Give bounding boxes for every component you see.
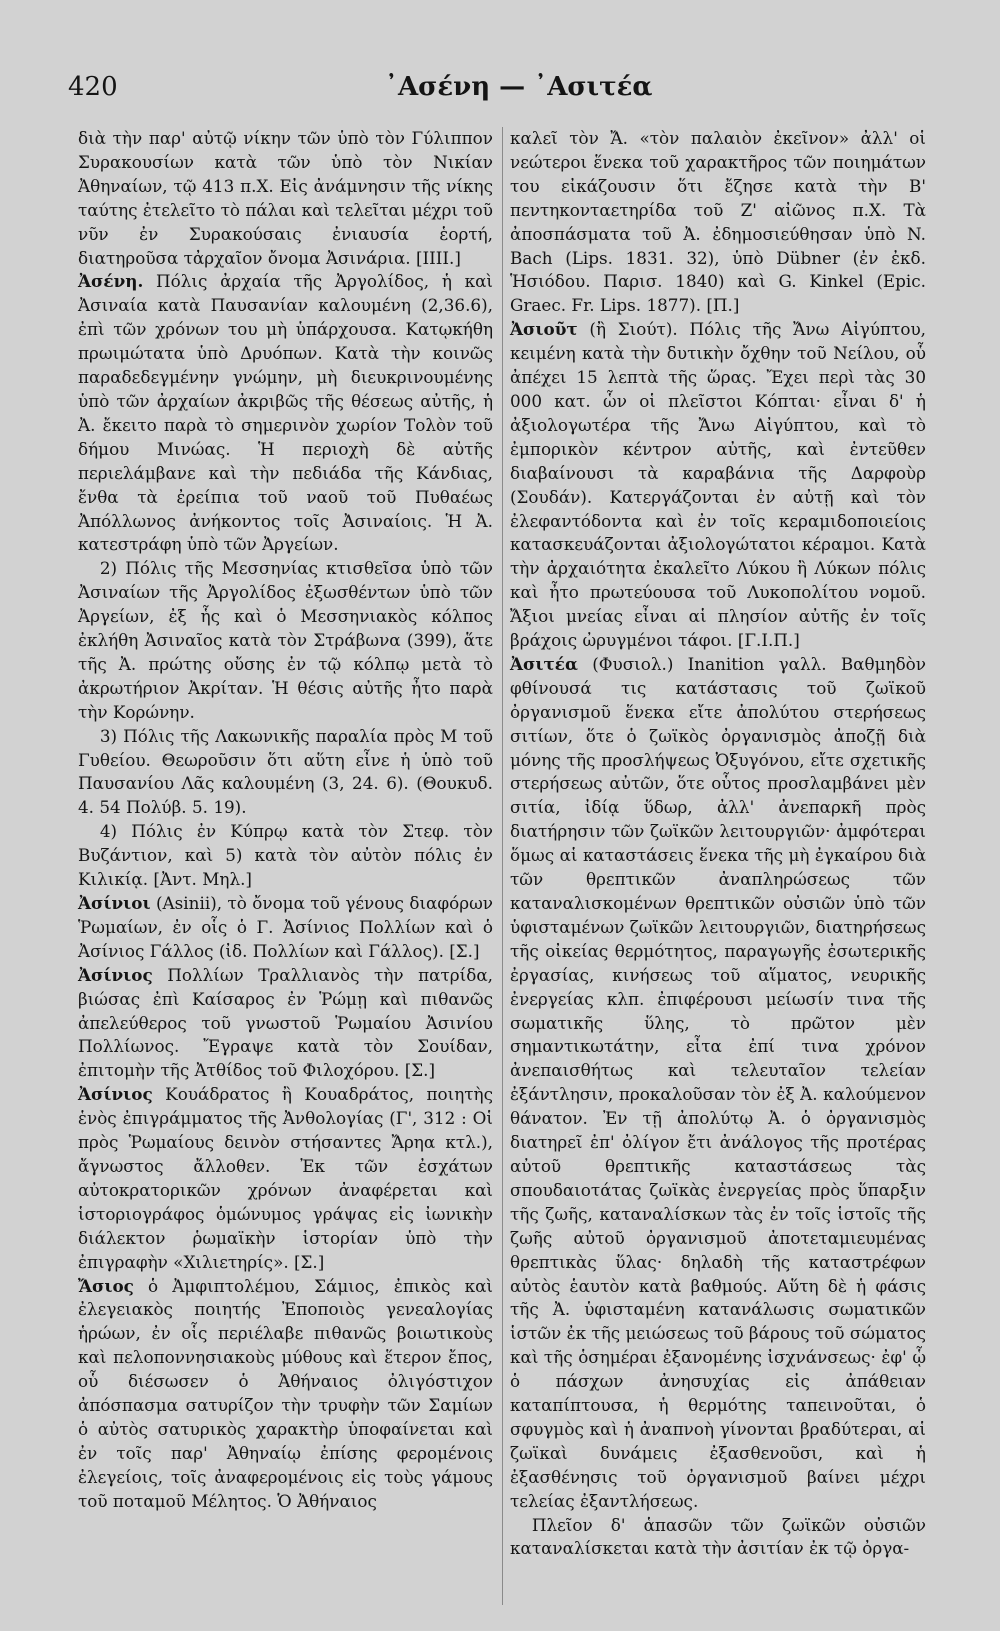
column-divider <box>502 127 503 1605</box>
left-column <box>78 127 493 1514</box>
entry-headword: Ἄσιος <box>78 1275 134 1296</box>
entry-paragraph: Ἀσιοῦτ (ἢ Σιούτ). Πόλις τῆς Ἄνω Αἰγύπτου, κειμένη κατὰ τὴν δυτικὴν ὄχθην τοῦ Νείλου, οὗ ἀπέχει 15 λεπτὰ τῆς ὥρας. Ἔχει περὶ τὰς 30 000 κατ. ὧν οἱ πλεῖστοι Κόπται· εἶναι δ' ἡ ἀξιολογωτέρα τῆς Ἄνω Αἰγύπτου, καὶ τὸ ἐμπορικὸν κέντρον αὐτῆς, καὶ ἐντεῦθεν διαβαίνουσι τὰ καραβάνια τῆς Δαρφοὺρ (Σουδάν). Κατεργάζονται ἐν αὐτῇ καὶ τὸν ἐλεφαντόδοντα καὶ ἐν τοῖς κεραμιδοποιείοις κατασκευάζονται ἀξιολογώτατοι κέραμοι. Κατὰ τὴν ἀρχαιότητα ἐκαλεῖτο Λύκου ἢ Λύκων πόλις καὶ ἦτο πρωτεύουσα τοῦ Λυκοπολίτου νομοῦ. Ἄξιοι μνείας εἶναι αἱ πλησίον αὐτῆς ἐν τοῖς βράχοις ὠρυγμένοι τάφοι. [Γ.Ι.Π.] <box>510 319 926 651</box>
entry-headword: Ἀσίνιος <box>78 1084 153 1105</box>
entry-headword: Ἀσιτέα <box>510 653 578 674</box>
entry-paragraph: Ἀσίνιος Πολλίων Τραλλιανὸς τὴν πατρίδα, βιώσας ἐπὶ Καίσαρος ἐν Ῥώμῃ καὶ πιθανῶς ἀπελεύθερος τοῦ γνωστοῦ Ῥωμαίου Ἀσινίου Πολλίωνος. Ἔγραψε κατὰ τὸν Σουίδαν, ἐπιτομὴν τῆς Ἀτθίδος τοῦ Φιλοχόρου. [Σ.] <box>78 964 493 1081</box>
page-header <box>0 72 1000 112</box>
entry-headword: Ἀσίνιος <box>78 964 153 985</box>
entry-paragraph: 3) Πόλις τῆς Λακωνικῆς παραλία πρὸς Μ τοῦ Γυθείου. Θεωροῦσιν ὅτι αὕτη εἶνε ἡ ὑπὸ τοῦ Παυσανίου Λᾶς καλουμένη (3, 24. 6). (Θουκυδ. 4. 54 Πολύβ. 5. 19). <box>78 725 493 818</box>
entry-headword: Ἀσιοῦτ <box>510 319 578 340</box>
entry-paragraph: διὰ τὴν παρ' αὐτῷ νίκην τῶν ὑπὸ τὸν Γύλιππον Συρακουσίων κατὰ τῶν ὑπὸ τὸν Νικίαν Ἀθηναίων, τῷ 413 π.Χ. Εἰς ἀνάμνησιν τῆς νίκης ταύτης ἐτελεῖτο τὸ πάλαι καὶ τελεῖται μέχρι τοῦ νῦν ἐν Συρακούσαις ἐνιαυσία ἑορτή, διατηροῦσα τἀρχαῖον ὄνομα Ἀσινάρια. [ΙΙΙΙ.] <box>78 128 493 268</box>
entry-headword: Ἀσένη. <box>78 271 144 292</box>
entry-paragraph: Ἀσίνιος Κουάδρατος ἢ Κουαδράτος, ποιητὴς ἑνὸς ἐπιγράμματος τῆς Ἀνθολογίας (Γ', 312 : Οἱ πρὸς Ῥωμαίους δεινὸν στήσαντες Ἄρηα κτλ.), ἄγνωστος ἄλλοθεν. Ἐκ τῶν ἐσχάτων αὐτοκρατορικῶν χρόνων ἀναφέρεται καὶ ἱστοριογράφος ὁμώνυμος γράψας εἰς ἰωνικὴν διάλεκτον ῥωμαϊκὴν ἱστορίαν ὑπὸ τὴν ἐπιγραφὴν «Χιλιετηρίς». [Σ.] <box>78 1084 493 1272</box>
entry-paragraph: Ἀσένη. Πόλις ἀρχαία τῆς Ἀργολίδος, ἡ καὶ Ἀσιναία κατὰ Παυσανίαν καλουμένη (2,36.6), ἐπὶ τῶν χρόνων του μὴ ὑπάρχουσα. Κατῳκήθη πρωιμώτατα ὑπὸ Δρυόπων. Κατὰ τὴν κοινῶς παραδεδεγμένην γνώμην, μὴ διευκρινουμένης ὑπὸ τῶν ἀρχαίων ἀκριβῶς τῆς θέσεως αὐτῆς, ἡ Ἀ. ἔκειτο παρὰ τὸ σημερινὸν χωρίον Τολὸν τοῦ δήμου Μινώας. Ἡ περιοχὴ δὲ αὐτῆς περιελάμβανε καὶ τὴν πεδιάδα τῆς Κάνδιας, ἔνθα τὰ ἐρείπια τοῦ ναοῦ τοῦ Πυθαέως Ἀπόλλωνος ἀνήκοντος τοῖς Ἀσιναίοις. Ἡ Ἀ. κατεστράφη ὑπὸ τῶν Ἀργείων. <box>78 271 493 555</box>
entry-paragraph: Ἄσιος ὁ Ἀμφιπτολέμου, Σάμιος, ἐπικὸς καὶ ἐλεγειακὸς ποιητής Ἐποποιὸς γενεαλογίας ἡρώων, ἐν οἷς περιέλαβε πιθανῶς βοιωτικοὺς καὶ πελοποννησιακοὺς μύθους καὶ ἕτερον ἔπος, οὗ διέσωσεν ὁ Ἀθήναιος ὀλιγόστιχον ἀπόσπασμα σατυρίζον τὴν τρυφὴν τῶν Σαμίων ὁ αὐτὸς σατυρικὸς χαρακτὴρ ὑποφαίνεται καὶ ἐν τοῖς παρ' Ἀθηναίῳ ἐπίσης φερομένοις ἐλεγείοις, τοῖς ἀναφερομένοις εἰς τοὺς γάμους τοῦ ποταμοῦ Μέλητος. Ὁ Ἀθήναιος <box>78 1275 493 1511</box>
right-column <box>510 127 926 1561</box>
entry-paragraph: 2) Πόλις τῆς Μεσσηνίας κτισθεῖσα ὑπὸ τῶν Ἀσιναίων τῆς Ἀργολίδος ἐξωσθέντων ὑπὸ τῶν Ἀργείων, ἐξ ἧς καὶ ὁ Μεσσηνιακὸς κόλπος ἐκλήθη Ἀσιναῖος κατὰ τὸν Στράβωνα (399), ἅτε τῆς Ἀ. πρώτης οὔσης ἐν τῷ κόλπῳ μετὰ τὸ ἀκρωτήριον Ἀκρίταν. Ἡ θέσις αὐτῆς ἦτο παρὰ τὴν Κορώνην. <box>78 558 493 722</box>
page-number: 420 <box>68 72 118 102</box>
entry-headword: Ἀσίνιοι <box>78 893 151 913</box>
entry-paragraph: καλεῖ τὸν Ἄ. «τὸν παλαιὸν ἐκεῖνον» ἀλλ' οἱ νεώτεροι ἕνεκα τοῦ χαρακτῆρος τῶν ποιημάτων του εἰκάζουσιν ὅτι ἔζησε κατὰ τὴν Β' πεντηκονταετηρίδα τοῦ Ζ' αἰῶνος π.Χ. Τὰ ἀποσπάσματα τοῦ Ἀ. ἐδημοσιεύθησαν ὑπὸ N. Bach (Lips. 1831. 32), ὑπὸ Dübner (ἐν ἐκδ. Ἡσιόδου. Παρισ. 1840) καὶ G. Kinkel (Epic. Graec. Fr. Lips. 1877). [Π.] <box>510 128 926 316</box>
entry-paragraph: Ἀσιτέα (Φυσιολ.) Inanition γαλλ. Βαθμηδὸν φθίνουσά τις κατάστασις τοῦ ζωϊκοῦ ὀργανισμοῦ ἕνεκα εἴτε ἀπολύτου στερήσεως σιτίων, ὅτε ὁ ζωϊκὸς ὀργανισμὸς ἀποζῇ διὰ μόνης τῆς προσλήψεως Ὀξυγόνου, εἴτε σχετικῆς στερήσεως αὐτῶν, ὅτε οὗτος προσλαμβάνει μὲν σιτία, ἰδίᾳ ὕδωρ, ἀλλ' ἀνεπαρκῆ πρὸς διατήρησιν τῶν ζωϊκῶν λειτουργιῶν· ἀμφότεραι ὅμως αἱ καταστάσεις ἕνεκα τῆς μὴ ἐγκαίρου διὰ τῶν θρεπτικῶν ἀναπληρώσεως τῶν καταναλισκομένων θρεπτικῶν οὐσιῶν ὑπὸ τῶν ὑφισταμένων ζωϊκῶν λειτουργιῶν, διατηρήσεως τῆς οἰκείας θερμότητος, παραγωγῆς ἐσωτερικῆς ἐργασίας, κινήσεως τοῦ αἵματος, νευρικῆς ἐνεργείας κλπ. ἐπιφέρουσι μείωσίν τινα τῆς σωματικῆς ὕλης, τὸ πρῶτον μὲν σημαντικωτάτην, εἶτα ἐπί τινα χρόνον ἀνεπαισθήτως καὶ τελευταῖον τελείαν ἐξάντλησιν, προκαλοῦσαν τὸν ἐξ Ἀ. καλούμενον θάνατον. Ἐν τῇ ἀπολύτῳ Ἀ. ὁ ὀργανισμὸς διατηρεῖ ἐπ' ὀλίγον ἔτι ἀνάλογος τῆς προτέρας αὐτοῦ θρεπτικῆς καταστάσεως τὰς σπουδαιοτάτας ζωϊκὰς ἐνεργείας πρὸς ὕπαρξιν τῆς ζωῆς, καταναλίσκων τὰς ἐν τοῖς ἱστοῖς τῆς ζωῆς αὐτοῦ ὀργανισμοῦ ἀποτεταμιευμένας θρεπτικὰς ὕλας· δηλαδὴ τῆς καταστρέφων αὐτὸς ἑαυτὸν κατὰ βαθμούς. Αὕτη δὲ ἡ φάσις τῆς Ἀ. ὑφισταμένη κατανάλωσις σωματικῶν ἱστῶν ἐκ τῆς μειώσεως τοῦ βάρους τοῦ σώματος καὶ τῆς ὁσημέραι ἐξανομένης ἰσχνάνσεως· ἐφ' ᾧ ὁ πάσχων ἀνησυχίας εἰς ἀπάθειαν καταπίπτουσα, ἡ θερμότης ταπεινοῦται, ὁ σφυγμὸς καὶ ἡ ἀναπνοὴ γίνονται βραδύτεραι, αἱ ζωϊκαὶ δυνάμεις ἐξασθενοῦσι, καὶ ἡ ἐξασθένησις τοῦ ὀργανισμοῦ βαίνει μέχρι τελείας ἐξαντλήσεως. <box>510 653 926 1511</box>
entry-paragraph: Πλεῖον δ' ἁπασῶν τῶν ζωϊκῶν οὐσιῶν καταναλίσκεται κατὰ τὴν ἀσιτίαν ἐκ τῷ ὀργα- <box>510 1514 926 1559</box>
entry-paragraph: Ἀσίνιοι (Asinii), τὸ ὄνομα τοῦ γένους διαφόρων Ῥωμαίων, ἐν οἷς ὁ Γ. Ἀσίνιος Πολλίων καὶ ὁ Ἀσίνιος Γάλλος (ἰδ. Πολλίων καὶ Γάλλος). [Σ.] <box>78 893 493 961</box>
running-head: ᾿Ασένη — ᾿Ασιτέα <box>385 72 653 102</box>
entry-paragraph: 4) Πόλις ἐν Κύπρῳ κατὰ τὸν Στεφ. τὸν Βυζάντιον, καὶ 5) κατὰ τὸν αὐτὸν πόλις ἐν Κιλικίᾳ. [Ἀντ. Μηλ.] <box>78 821 493 890</box>
